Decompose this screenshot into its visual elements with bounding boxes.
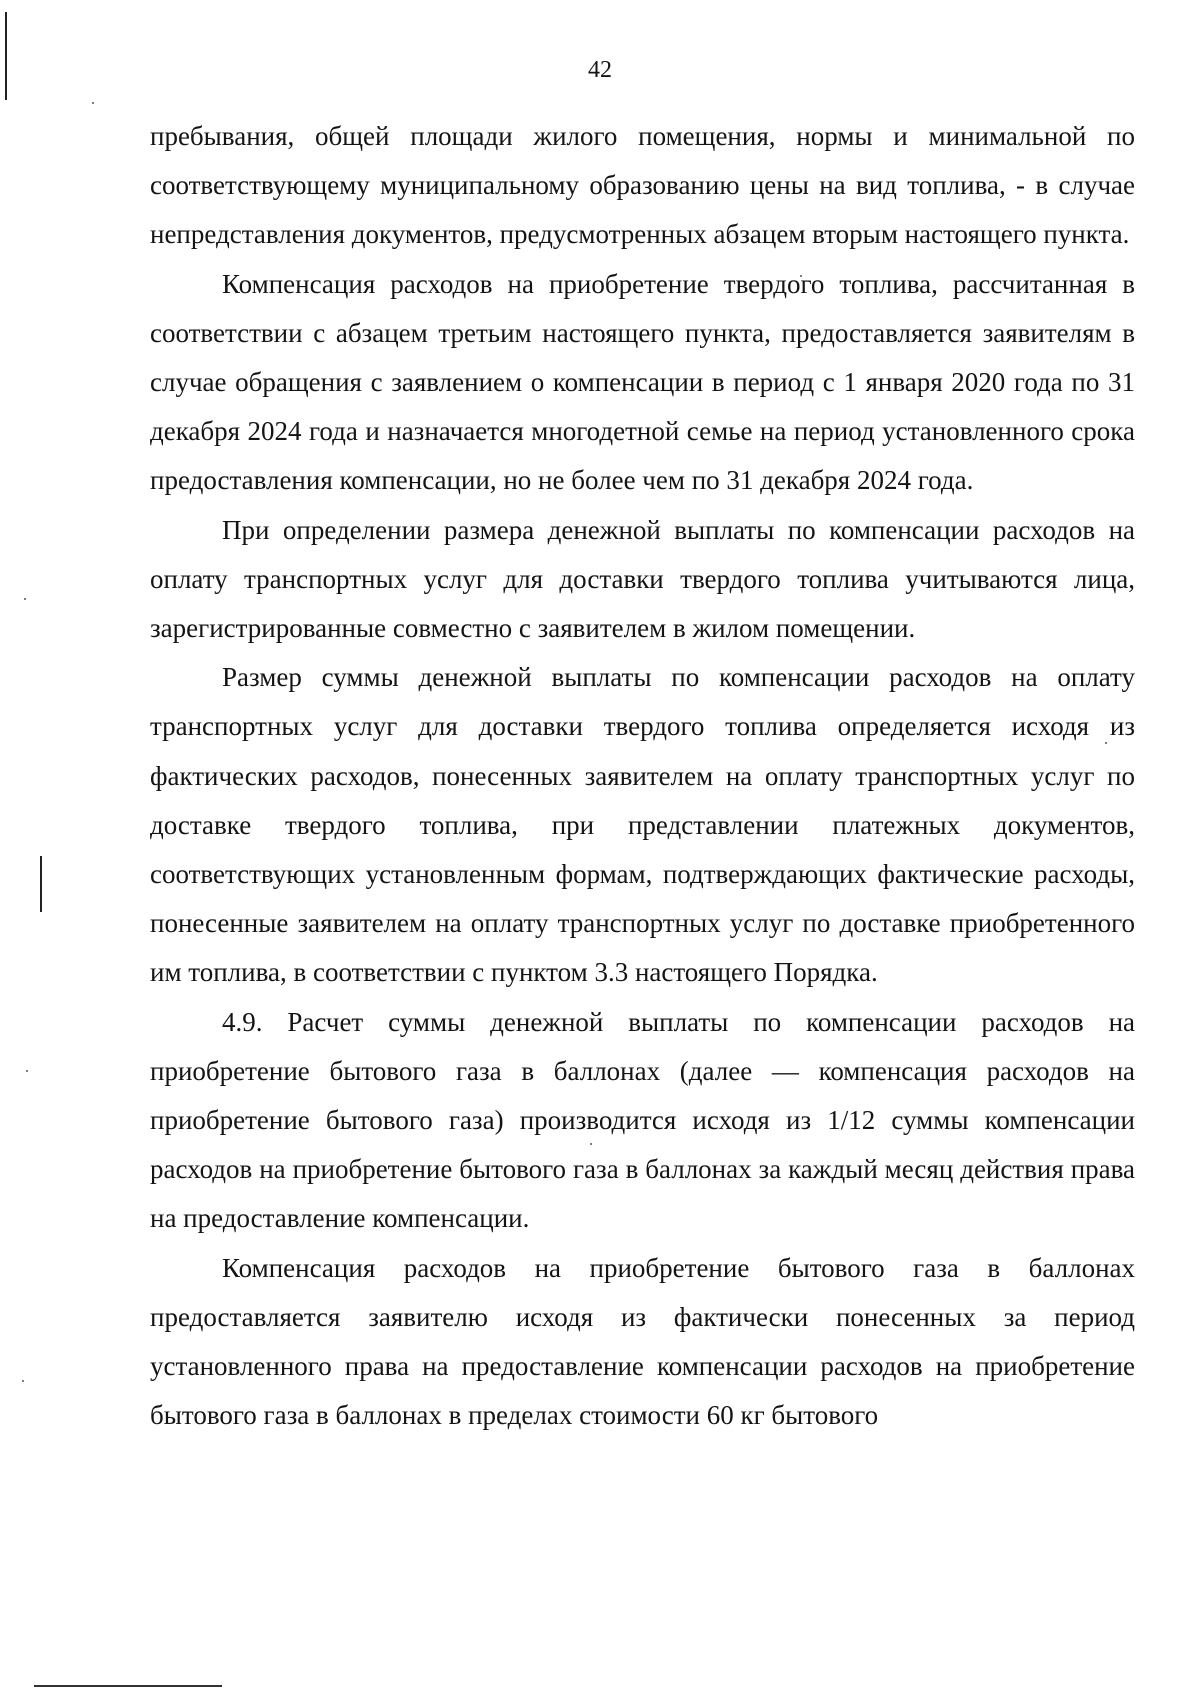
document-body (150, 112, 1135, 1440)
paragraph: Размер суммы денежной выплаты по компенсации расходов на оплату транспортных услуг для доставки твердого топлива определяется исходя из фактических расходов, понесенных заявителем на оплату транспортных услуг по доставке твердого топлива, при представлении платежных документов, соответствующих установленным формам, подтверждающих фактические расходы, понесенные заявителем на оплату транспортных услуг по доставке приобретенного им топлива, в соответствии с пунктом 3.3 настоящего Порядка. (150, 662, 1135, 988)
paragraph: Компенсация расходов на приобретение бытового газа в баллонах предоставляется заявителю исходя из фактически понесенных за период установленного права на предоставление компенсации расходов на приобретение бытового газа в баллонах в пределах стоимости 60 кг бытового (150, 1252, 1135, 1431)
paragraph: Компенсация расходов на приобретение твердого топлива, рассчитанная в соответствии с абзацем третьим настоящего пункта, предоставляется заявителям в случае обращения с заявлением о компенсации в период с 1 января 2020 года по 31 декабря 2024 года и назначается многодетной семье на период установленного срока предоставления компенсации, но не более чем по 31 декабря 2024 года. (150, 268, 1135, 496)
paragraph: пребывания, общей площади жилого помещения, нормы и минимальной по соответствующему муниципальному образованию цены на вид топлива, - в случае непредставления документов, предусмотренных абзацем вторым настоящего пункта. (150, 121, 1135, 250)
page-number: 42 (588, 57, 612, 83)
paragraph: 4.9. Расчет суммы денежной выплаты по компенсации расходов на приобретение бытового газа в баллонах (далее — компенсация расходов на приобретение бытового газа) производится исходя из 1/12 суммы компенсации расходов на приобретение бытового газа в баллонах за каждый месяц действия права на предоставление компенсации. (150, 1006, 1135, 1234)
scan-speck (92, 102, 94, 104)
scan-margin-mark (40, 856, 42, 912)
scan-speck (24, 598, 26, 600)
scan-speck (22, 1380, 24, 1382)
paragraph: При определении размера денежной выплаты по компенсации расходов на оплату транспортных услуг для доставки твердого топлива учитываются лица, зарегистрированные совместно с заявителем в жилом помещении. (150, 514, 1135, 644)
scan-speck (26, 1070, 28, 1072)
scan-bottom-line (34, 1685, 222, 1687)
